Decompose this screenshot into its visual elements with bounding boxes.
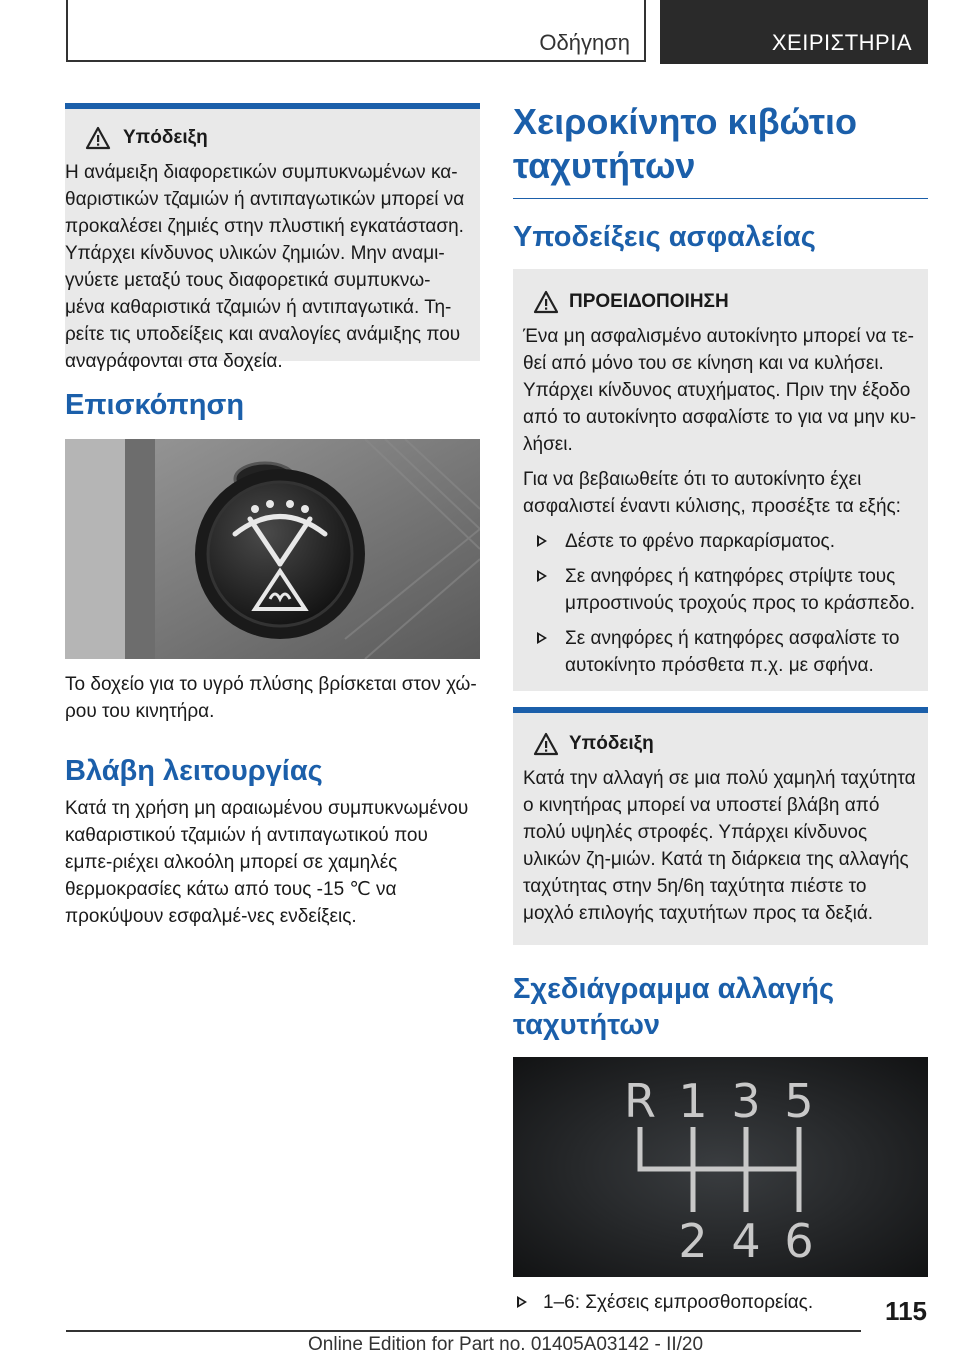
chapter-tab [660,0,928,64]
note-title [523,731,918,757]
note-box [513,707,928,945]
warning-box [513,269,928,691]
warning-title [523,289,918,315]
section-tab [66,0,646,62]
gear-label-3: 3 [731,1074,761,1128]
note-body: Η ανάμειξη διαφορετικών συμπυκνωμένων κα-θαριστικών τζαμιών ή αντιπαγωτικών μπορεί να προκαλέσει ζημιές στην πλυστική εγκατάσταση. Υπάρχει κίνδυνος υλικών ζημιών. Μην αναμι-γνύετε μεταξύ τους διαφορετικά συμπυκνω-μένα καθαριστικά τζαμιών ή αντιπαγωτικά. Τη-ρείτε τις υποδείξεις και αναλογίες ανάμιξης που αναγράφονται στα δοχεία. [65,162,465,372]
malfunction-text: Κατά τη χρήση μη αραιωμένου συμπυκνωμένου καθαριστικού τζαμιών ή αντιπαγωτικού που εμπε-ριέχει αλκοόλη μπορεί σε χαμηλές θερμοκρασίες κάτω από τους -15 ℃ να προκύψουν εσφαλμέ-νες ενδείξεις. [65,798,469,927]
gear-pattern-image [513,1057,928,1277]
washer-reservoir-photo [65,439,480,659]
gear-label-4: 4 [731,1214,761,1268]
main-heading: Χειροκίνητο κιβώτιο ταχυτήτων [513,101,858,186]
page-header [66,0,928,64]
note-title-text: Υπόδειξη [569,733,654,754]
gear-label-1: 1 [678,1074,708,1128]
right-column [513,100,928,1316]
list-item-text: Σε ανηφόρες ή κατηφόρες στρίψτε τους μπροστινούς τροχούς προς το κράσπεδο. [565,566,916,614]
list-item [523,528,918,555]
gear-label-6: 6 [784,1214,814,1268]
warning-title-text: ΠΡΟΕΙΔΟΠΟΙΗΣΗ [569,291,729,312]
safety-heading: Υποδείξεις ασφαλείας [513,221,816,253]
note-title [65,125,470,151]
washer-reservoir-image [65,439,480,659]
overview-caption: Το δοχείο για το υγρό πλύσης βρίσκεται στον χώ-ρου του κινητήρα. [65,674,477,722]
bullet-triangle-icon [537,570,547,582]
diagram-heading: Σχεδιάγραμμα αλλαγής ταχυτήτων [513,973,835,1041]
warning-triangle-icon [533,290,559,314]
footer-edition: Online Edition for Part no. 01405A03142 - II/20 [308,1334,704,1355]
gear-label-5: 5 [784,1074,814,1128]
warning-paragraph-2: Για να βεβαιωθείτε ότι το αυτοκίνητο έχει ασφαλιστεί έναντι κύλισης, προσέξτε τα εξής: [523,469,901,517]
list-item [523,563,918,617]
warning-paragraph-1: Ένα μη ασφαλισμένο αυτοκίνητο μπορεί να τε-θεί από μόνο του σε κίνηση και να κυλήσει. Υπάρχει κίνδυνος ατυχήματος. Πριν την έξοδο από το αυτοκίνητο ασφαλίστε το για να μην κυ-λήσει. [523,326,917,455]
gear-label-r: R [624,1074,656,1128]
note-box [65,103,480,372]
list-item [523,625,918,679]
list-item [513,1289,928,1316]
gear-label-2: 2 [678,1214,708,1268]
warning-triangle-icon [533,732,559,756]
bullet-triangle-icon [537,632,547,644]
warning-triangle-icon [85,126,111,150]
malfunction-heading: Βλάβη λειτουργίας [65,755,323,787]
note-title-text: Υπόδειξη [123,127,208,148]
list-item-text: 1–6: Σχέσεις εμπροσθοπορείας. [543,1292,814,1313]
list-item-text: Δέστε το φρένο παρκαρίσματος. [565,531,835,552]
list-item-text: Σε ανηφόρες ή κατηφόρες ασφαλίστε το αυτοκίνητο πρόσθετα π.χ. με σφήνα. [565,628,900,676]
note-body: Κατά την αλλαγή σε μια πολύ χαμηλή ταχύτητα ο κινητήρας μπορεί να υποστεί βλάβη από πολύ υψηλές στροφές. Υπάρχει κίνδυνος υλικών ζη-μιών. Κατά τη διάρκεια της αλλαγής ταχύτητας στην 5η/6η ταχύτητα πιέστε το μοχλό επιλογής ταχυτήτων προς τα δεξιά. [523,768,916,924]
section-title: Οδήγηση [539,30,630,55]
bullet-triangle-icon [537,535,547,547]
bullet-triangle-icon [517,1296,527,1308]
overview-heading: Επισκόπηση [65,389,245,421]
gear-shift-diagram [513,1057,928,1277]
chapter-title: ΧΕΙΡΙΣΤΗΡΙΑ [771,30,912,55]
left-column [65,103,480,930]
heading-rule [513,198,928,199]
footer-rule [66,1330,861,1332]
page-number: 115 [885,1296,927,1326]
